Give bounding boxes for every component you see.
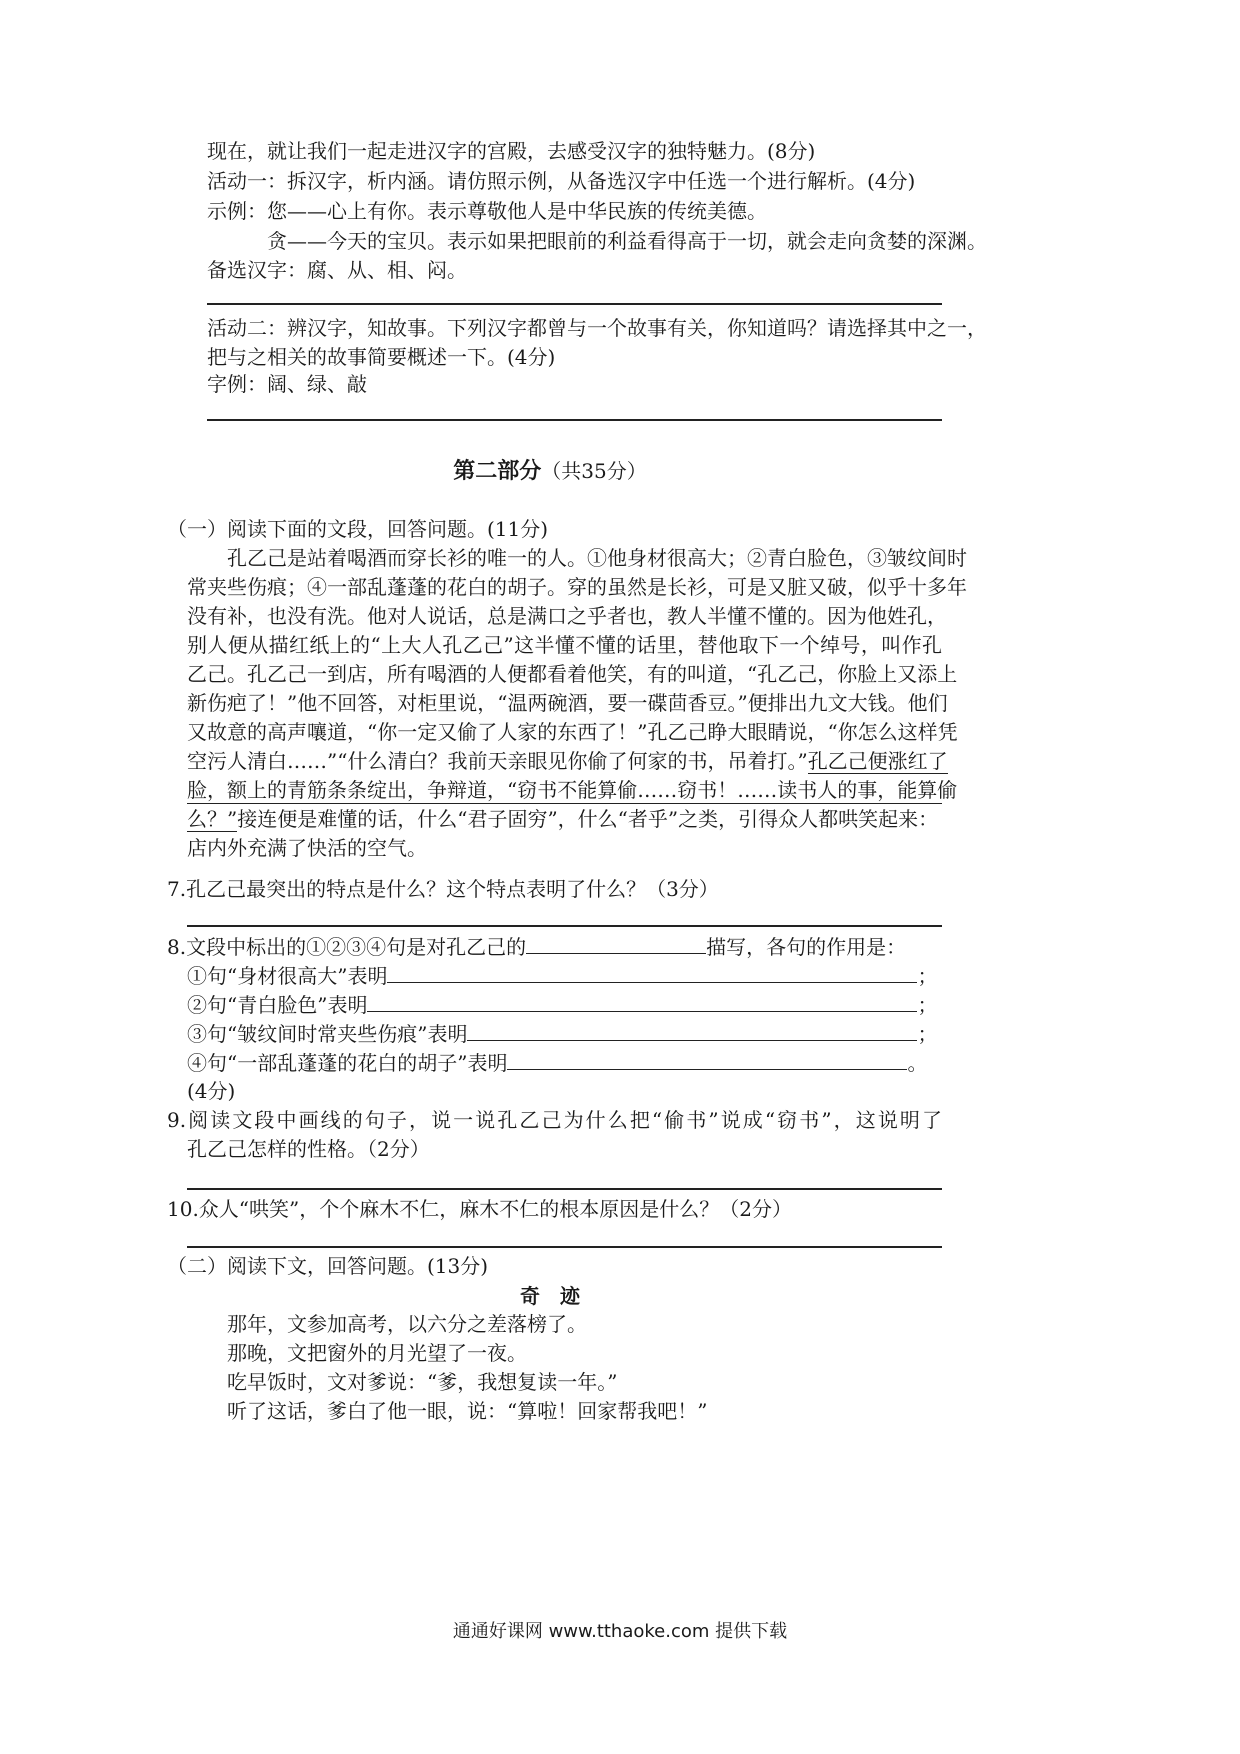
answer-line[interactable] [187, 1246, 942, 1248]
answer-blank[interactable] [507, 1049, 907, 1070]
item-text: ②句“青白脸色”表明 [187, 993, 368, 1017]
activity2-line-2: 把与之相关的故事简要概述一下。(4分) [207, 345, 556, 369]
question-7: 7.孔乙己最突出的特点是什么？这个特点表明了什么？（3分） [167, 877, 719, 901]
passage-line: 孔乙己是站着喝酒而穿长衫的唯一的人。①他身材很高大；②青白脸色，③皱纹间时 [227, 546, 967, 570]
passage-text: 空污人清白……”“什么清白？我前天亲眼见你偷了何家的书，吊着打。” [187, 749, 808, 773]
underlined-sentence: 么？” [187, 807, 238, 831]
question-9-line-1: 9.阅读文段中画线的句子，说一说孔乙己为什么把“偷书”说成“窃书”，这说明了 [167, 1108, 942, 1132]
passage-line [187, 806, 938, 832]
passage-line: 乙己。孔乙己一到店，所有喝酒的人便都看着他笑，有的叫道，“孔乙己，你脸上又添上 [187, 662, 958, 686]
passage-line [187, 748, 948, 774]
item-text: ①句“身材很高大”表明 [187, 964, 388, 988]
intro-text: 现在，就让我们一起走进汉字的宫殿，去感受汉字的独特魅力。(8分) [207, 139, 816, 163]
passage-line: 又故意的高声嚷道，“你一定又偷了人家的东西了！”孔乙己睁大眼睛说，“你怎么这样凭 [187, 720, 958, 744]
example-line-2: 贪——今天的宝贝。表示如果把眼前的利益看得高于一切，就会走向贪婪的深渊。 [267, 229, 987, 253]
answer-line[interactable] [187, 1188, 942, 1190]
passage-line: 别人便从描红纸上的“上大人孔乙己”这半懂不懂的话里，替他取下一个绰号，叫作孔 [187, 633, 942, 657]
question-8-item-4 [187, 1049, 927, 1076]
answer-line[interactable] [207, 303, 942, 305]
answer-line[interactable] [207, 419, 942, 421]
candidate-characters: 备选汉字：腐、从、相、闷。 [207, 258, 467, 282]
footer-source: 通通好课网 www.tthaoke.com 提供下载 [452, 1621, 788, 1642]
underlined-sentence: 孔乙己便涨红了 [807, 749, 948, 773]
story-line: 听了这话，爹白了他一眼，说：“算啦！回家帮我吧！” [227, 1399, 708, 1423]
activity2-examples: 字例：阔、绿、敲 [207, 372, 367, 396]
question-8-text: 8.文段中标出的①②③④句是对孔乙己的 [167, 935, 527, 959]
story-line: 那年，文参加高考，以六分之差落榜了。 [227, 1312, 587, 1336]
activity2-line-1: 活动二：辨汉字，知故事。下列汉字都曾与一个故事有关，你知道吗？请选择其中之一， [207, 316, 987, 340]
question-10: 10.众人“哄笑”，个个麻木不仁，麻木不仁的根本原因是什么？（2分） [167, 1197, 792, 1221]
passage-line: 新伤疤了！”他不回答，对柜里说，“温两碗酒，要一碟茴香豆。”便排出九文大钱。他们 [187, 691, 948, 715]
punctuation: ； [917, 1022, 938, 1046]
section-heading-score: （共35分） [541, 459, 647, 483]
answer-blank[interactable] [367, 991, 917, 1012]
activity1-title: 活动一：拆汉字，析内涵。请仿照示例，从备选汉字中任选一个进行解析。(4分) [207, 169, 916, 193]
question-8-item-2 [187, 991, 937, 1018]
question-8-item-1 [187, 962, 937, 989]
story-title: 奇 迹 [520, 1284, 580, 1308]
item-text: ④句“一部乱蓬蓬的花白的胡子”表明 [187, 1051, 508, 1075]
passage-line: 店内外充满了快活的空气。 [187, 836, 427, 860]
punctuation: ； [917, 993, 938, 1017]
question-9-line-2: 孔乙己怎样的性格。（2分） [187, 1137, 430, 1161]
passage-line: 常夹些伤痕；④一部乱蓬蓬的花白的胡子。穿的虽然是长衫，可是又脏又破，似乎十多年 [187, 575, 967, 599]
story-line: 吃早饭时，文对爹说：“爹，我想复读一年。” [227, 1370, 618, 1394]
passage-line: 没有补，也没有洗。他对人说话，总是满口之乎者也，教人半懂不懂的。因为他姓孔， [187, 604, 947, 628]
answer-line[interactable] [187, 925, 942, 927]
underlined-sentence: 脸，额上的青筋条条绽出，争辩道，“窃书不能算偷……窃书！……读书人的事，能算偷 [187, 778, 958, 802]
question-8 [167, 933, 906, 960]
answer-blank[interactable] [467, 1020, 917, 1041]
punctuation: ； [917, 964, 938, 988]
section2-title: （二）阅读下文，回答问题。(13分) [167, 1254, 489, 1278]
section-heading-text: 第二部分 [453, 458, 542, 484]
story-line: 那晚，文把窗外的月光望了一夜。 [227, 1341, 527, 1365]
question-8-text: 描写，各句的作用是： [706, 935, 907, 959]
punctuation: 。 [907, 1051, 928, 1075]
section-heading [0, 458, 1100, 484]
passage-text: 接连便是难懂的话，什么“君子固穷”，什么“者乎”之类，引得众人都哄笑起来： [237, 807, 939, 831]
item-text: ③句“皱纹间时常夹些伤痕”表明 [187, 1022, 468, 1046]
question-8-score: (4分) [187, 1079, 236, 1103]
answer-blank[interactable] [387, 962, 917, 983]
section1-title: （一）阅读下面的文段，回答问题。(11分) [167, 517, 549, 541]
example-line-1: 示例：您——心上有你。表示尊敬他人是中华民族的传统美德。 [207, 199, 767, 223]
question-8-item-3 [187, 1020, 937, 1047]
answer-blank[interactable] [526, 933, 706, 954]
